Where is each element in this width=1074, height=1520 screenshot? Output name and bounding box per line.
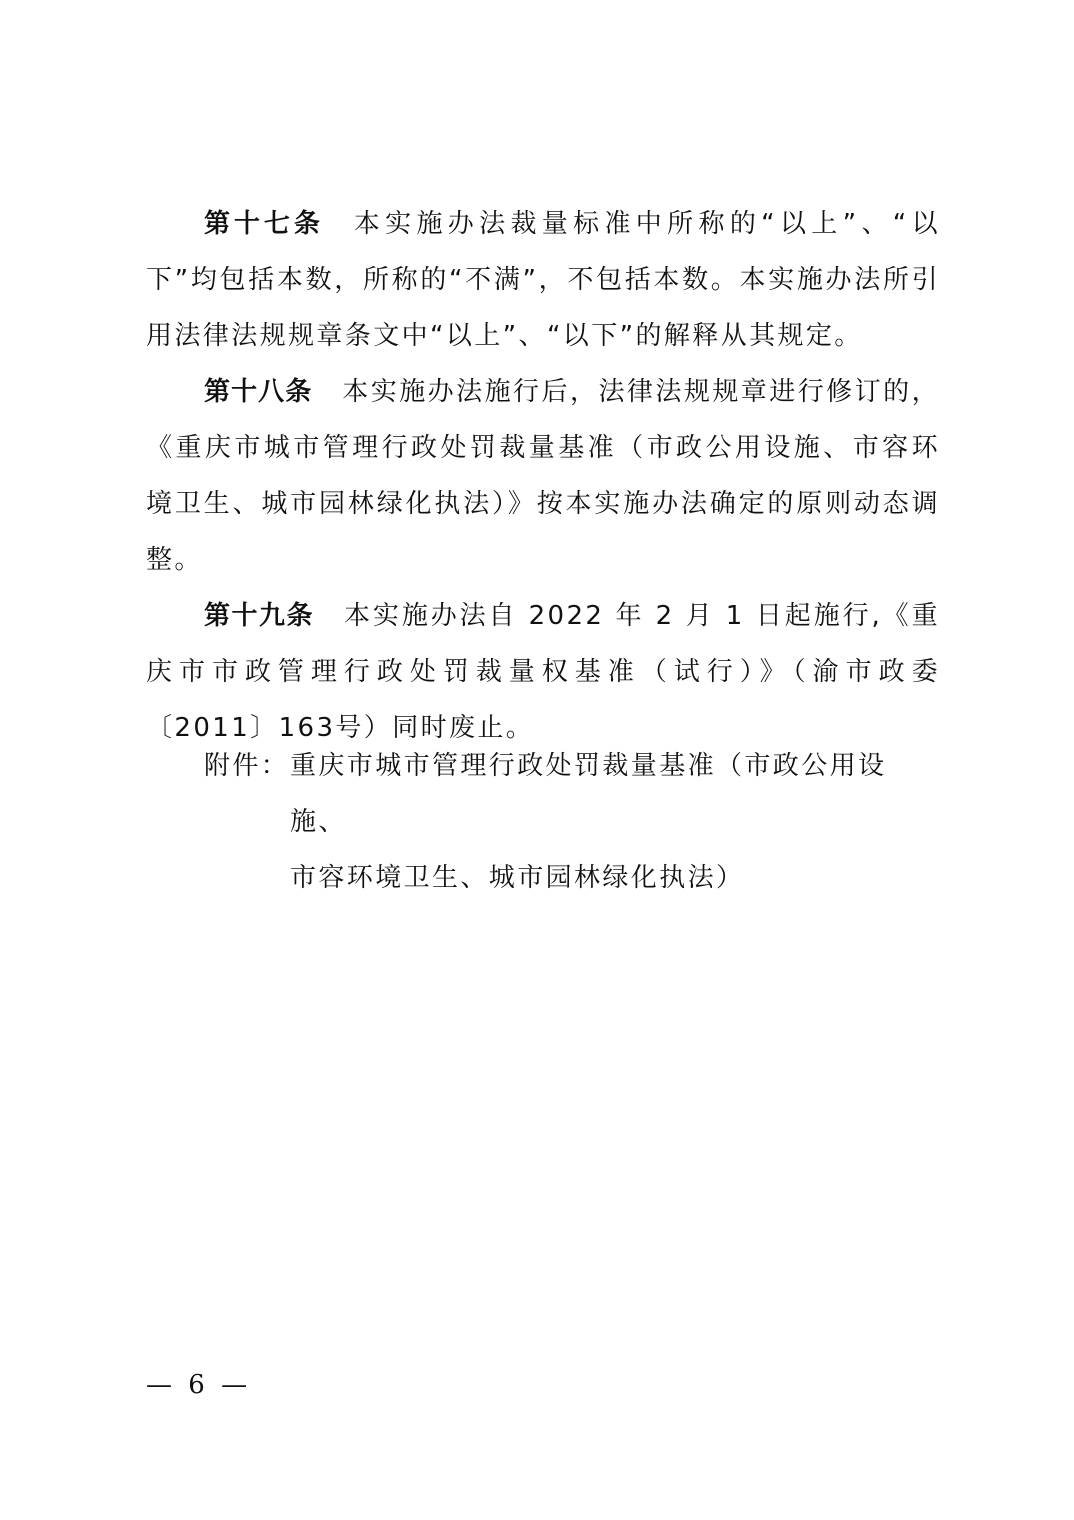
article-19-title: 第十九条 [204,601,315,631]
article-17-title: 第十七条 [204,209,324,239]
attachment-body [290,738,940,906]
article-19-text: 本实施办法自 2022 年 2 月 1 日起施行,《重庆市市政管理行政处罚裁量权基准（试行）》（渝市政委〔2011〕163号）同时废止。 [146,601,940,743]
attachment-line-2: 市容环境卫生、城市园林绿化执法） [290,863,745,893]
article-18-text: 本实施办法施行后，法律法规规章进行修订的，《重庆市城市管理行政处罚裁量基准（市政公用设施、市容环境卫生、城市园林绿化执法）》按本实施办法确定的原则动态调整。 [146,377,940,575]
attachment-section [204,738,944,906]
attachment-label: 附件： [204,751,290,781]
page-number: — 6 — [146,1370,252,1400]
articles-body [146,196,940,756]
article-17-text: 本实施办法裁量标准中所称的“以上”、“以下”均包括本数，所称的“不满”，不包括本数。本实施办法所引用法律法规规章条文中“以上”、“以下”的解释从其规定。 [146,209,940,351]
article-18-title: 第十八条 [204,377,313,407]
article-18 [146,364,940,588]
attachment-line-1: 重庆市城市管理行政处罚裁量基准（市政公用设施、 [290,751,887,837]
article-17 [146,196,940,364]
article-19 [146,588,940,756]
